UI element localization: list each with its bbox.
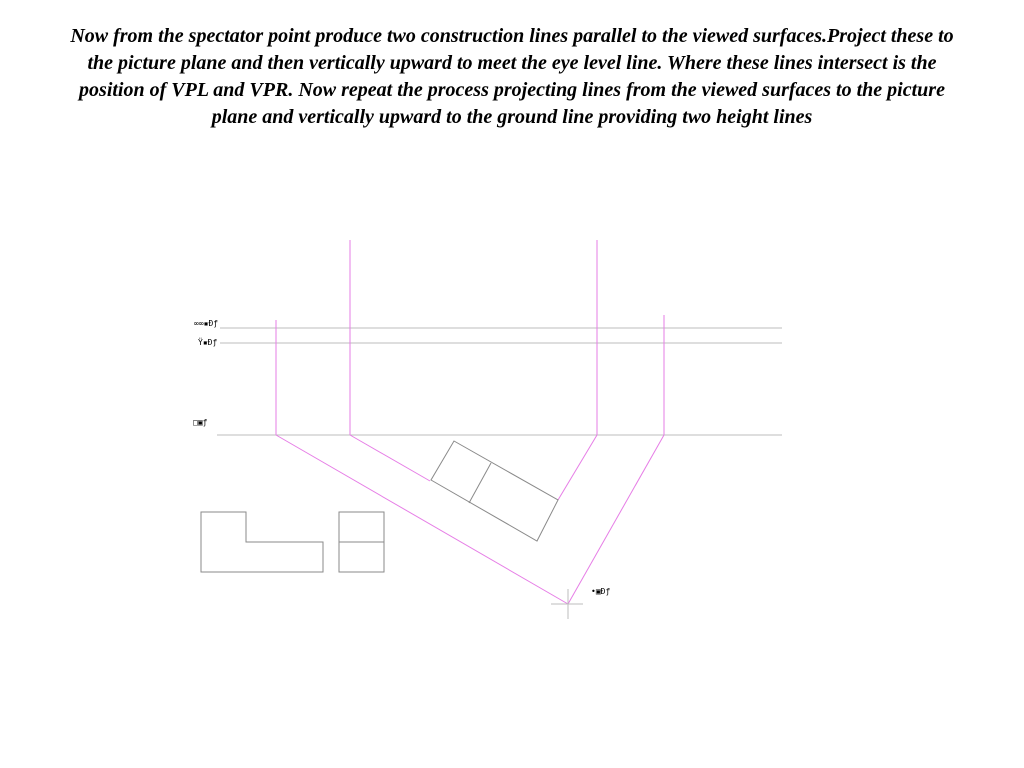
construction-line-right-outer xyxy=(568,435,664,604)
side-elevation xyxy=(339,512,384,572)
rotated-plan-view xyxy=(431,441,558,541)
construction-line-left-inner xyxy=(350,435,430,481)
front-elevation xyxy=(201,512,323,572)
spectator-point-label: •▣Ðƒ xyxy=(591,587,611,596)
slide-caption: Now from the spectator point produce two construction lines parallel to the viewed surfaces.Project these to the picture plane and then vertically upward to meet the eye level line. Where these lines intersect is the position of VPL and VPR. Now repeat the process projecting lines from the viewed surfaces to the picture plane and vertically upward to the ground line providing two height lines xyxy=(70,25,954,128)
horizon-line-label: ∞∞▪Ðƒ xyxy=(194,319,219,328)
spectator-point-marker xyxy=(551,589,583,619)
construction-line-left-outer xyxy=(276,435,568,604)
construction-line-right-inner xyxy=(558,435,597,500)
picture-plane-label: □▣ƒ xyxy=(193,418,208,427)
ground-line-label: Ÿ▪Ðƒ xyxy=(198,338,218,347)
